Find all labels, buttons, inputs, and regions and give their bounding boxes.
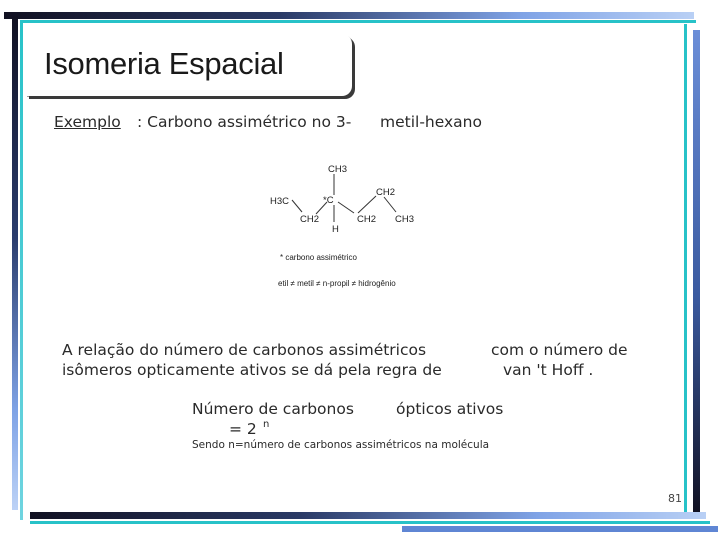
mol-ch2-mid: CH2 — [357, 214, 377, 225]
footnote: Sendo n=número de carbonos assimétricos na molécula — [192, 439, 490, 451]
example-compound: metil-hexano — [380, 113, 482, 131]
paragraph-line1-b: com o número de — [491, 341, 628, 359]
formula-line1-b: ópticos ativos — [396, 400, 504, 418]
formula-exponent: n — [263, 419, 270, 430]
bond-ch2-ch3 — [384, 197, 396, 212]
formula-line2: = 2 — [229, 420, 257, 438]
mol-legend-line2: etil ≠ metil ≠ n-propil ≠ hidrogênio — [278, 279, 396, 288]
example-label: Exemplo — [54, 113, 121, 131]
mol-legend-line1: * carbono assimétrico — [280, 253, 357, 262]
page-number: 81 — [668, 492, 682, 505]
example-text: : Carbono assimétrico no 3- — [137, 113, 352, 131]
paragraph-line2-a: isômeros opticamente ativos se dá pela regra de — [62, 361, 442, 379]
slide-title: Isomeria Espacial — [44, 46, 284, 81]
bond-c-ch2 — [338, 202, 354, 213]
mol-star-carbon: *C — [323, 195, 334, 206]
mol-hydrogen: H — [332, 224, 339, 235]
mol-ch3-top: CH3 — [328, 164, 348, 175]
mol-ch3-right: CH3 — [395, 214, 415, 225]
mol-h3c-left: H3C — [270, 196, 290, 207]
paragraph-line1-a: A relação do número de carbonos assimétricos — [62, 341, 427, 359]
mol-ch2-lower-left: CH2 — [300, 214, 320, 225]
bond-ch2-ch2 — [358, 196, 376, 213]
bond-h3c-ch2 — [292, 200, 302, 212]
formula-line1-a: Número de carbonos — [192, 400, 354, 418]
paragraph-line2-b: van 't Hoff . — [503, 361, 594, 379]
mol-ch2-upper-right: CH2 — [376, 187, 396, 198]
